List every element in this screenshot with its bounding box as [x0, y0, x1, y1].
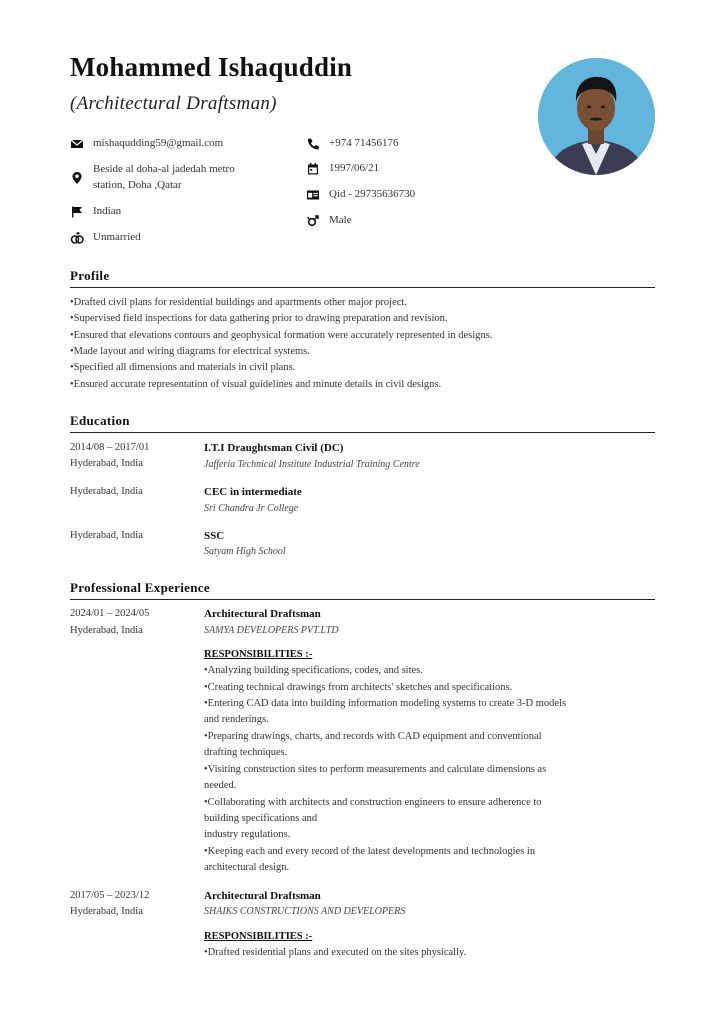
education-school: Satyam High School	[204, 546, 286, 557]
job-date: 2017/05 – 2023/12	[70, 890, 150, 901]
job-company: SHAIKS CONSTRUCTIONS AND DEVELOPERS	[204, 906, 406, 917]
responsibility-line: architectural design.	[204, 862, 290, 873]
qid-text: Qid - 29735636730	[329, 188, 416, 200]
responsibility-line: building specifications and	[204, 813, 318, 824]
gender-text: Male	[329, 214, 352, 226]
nationality-text: Indian	[93, 205, 122, 217]
profile-photo	[538, 58, 655, 175]
calendar-icon	[306, 162, 320, 176]
gender-icon	[306, 214, 320, 228]
education-location: Hyderabad, India	[70, 458, 143, 469]
responsibility-line: industry regulations.	[204, 829, 291, 840]
job-company: SAMYA DEVELOPERS PVT.LTD	[204, 625, 339, 636]
responsibilities-heading: RESPONSIBILITIES :-	[204, 931, 313, 942]
profile-line: •Made layout and wiring diagrams for electrical systems.	[70, 346, 310, 357]
profile-divider	[70, 287, 655, 288]
education-heading: Education	[70, 413, 130, 428]
education-location: Hyderabad, India	[70, 486, 143, 497]
responsibility-line: •Visiting construction sites to perform measurements and calculate dimensions as	[204, 764, 547, 775]
profile-heading: Profile	[70, 268, 110, 283]
responsibility-line: •Preparing drawings, charts, and records with CAD equipment and conventional	[204, 731, 542, 742]
profile-line: •Ensured accurate representation of visual guidelines and minute details in civil designs.	[70, 379, 442, 390]
job-date: 2024/01 – 2024/05	[70, 608, 150, 619]
responsibility-line: •Analyzing building specifications, codes, and sites.	[204, 665, 423, 676]
portrait-illustration	[538, 58, 655, 175]
profile-line: •Ensured that elevations contours and geophysical formation were accurately represented in designs.	[70, 330, 493, 341]
dob-text: 1997/06/21	[329, 162, 380, 174]
job-location: Hyderabad, India	[70, 625, 143, 636]
responsibility-line: •Collaborating with architects and construction engineers to ensure adherence to	[204, 797, 542, 808]
education-school: Sri Chandra Jr College	[204, 503, 299, 514]
job-location: Hyderabad, India	[70, 906, 143, 917]
id-card-icon	[306, 188, 320, 202]
education-date: 2014/08 – 2017/01	[70, 442, 150, 453]
education-location: Hyderabad, India	[70, 530, 143, 541]
profile-line: •Drafted civil plans for residential buildings and apartments other major project.	[70, 297, 407, 308]
responsibility-line: and renderings.	[204, 714, 269, 725]
education-school: Jafferia Technical Institute Industrial Training Centre	[204, 459, 420, 470]
responsibility-line: drafting techniques.	[204, 747, 288, 758]
experience-divider	[70, 599, 655, 600]
profile-line: •Supervised field inspections for data gathering prior to drawing preparation and revision.	[70, 313, 448, 324]
envelope-icon	[70, 137, 84, 151]
email-text: mishaqudding59@gmail.com	[93, 137, 224, 149]
experience-heading: Professional Experience	[70, 580, 210, 595]
profile-line: •Specified all dimensions and materials in civil plans.	[70, 362, 296, 373]
rings-icon	[70, 231, 84, 245]
address-line-2: station, Doha ,Qatar	[93, 179, 182, 191]
education-title: CEC in intermediate	[204, 486, 302, 498]
education-title: SSC	[204, 530, 225, 542]
marital-status-text: Unmarried	[93, 231, 141, 243]
education-divider	[70, 432, 655, 433]
phone-text: +974 71456176	[329, 137, 399, 149]
phone-icon	[306, 137, 320, 151]
education-title: I.T.I Draughtsman Civil (DC)	[204, 442, 344, 454]
candidate-name: Mohammed Ishaquddin	[70, 52, 353, 82]
job-title: Architectural Draftsman	[204, 890, 321, 902]
responsibility-line: •Creating technical drawings from architects' sketches and specifications.	[204, 682, 513, 693]
address-line-1: Beside al doha-al jadedah metro	[93, 163, 235, 175]
job-title: Architectural Draftsman	[204, 608, 321, 620]
map-pin-icon	[70, 171, 84, 185]
responsibility-line: •Drafted residential plans and executed on the sites physically.	[204, 947, 467, 958]
responsibility-line: •Entering CAD data into building information modeling systems to create 3-D models	[204, 698, 567, 709]
candidate-role: (Architectural Draftsman)	[70, 93, 277, 114]
flag-icon	[70, 205, 84, 219]
responsibilities-heading: RESPONSIBILITIES :-	[204, 649, 313, 660]
responsibility-line: needed.	[204, 780, 237, 791]
responsibility-line: •Keeping each and every record of the latest developments and technologies in	[204, 846, 536, 857]
